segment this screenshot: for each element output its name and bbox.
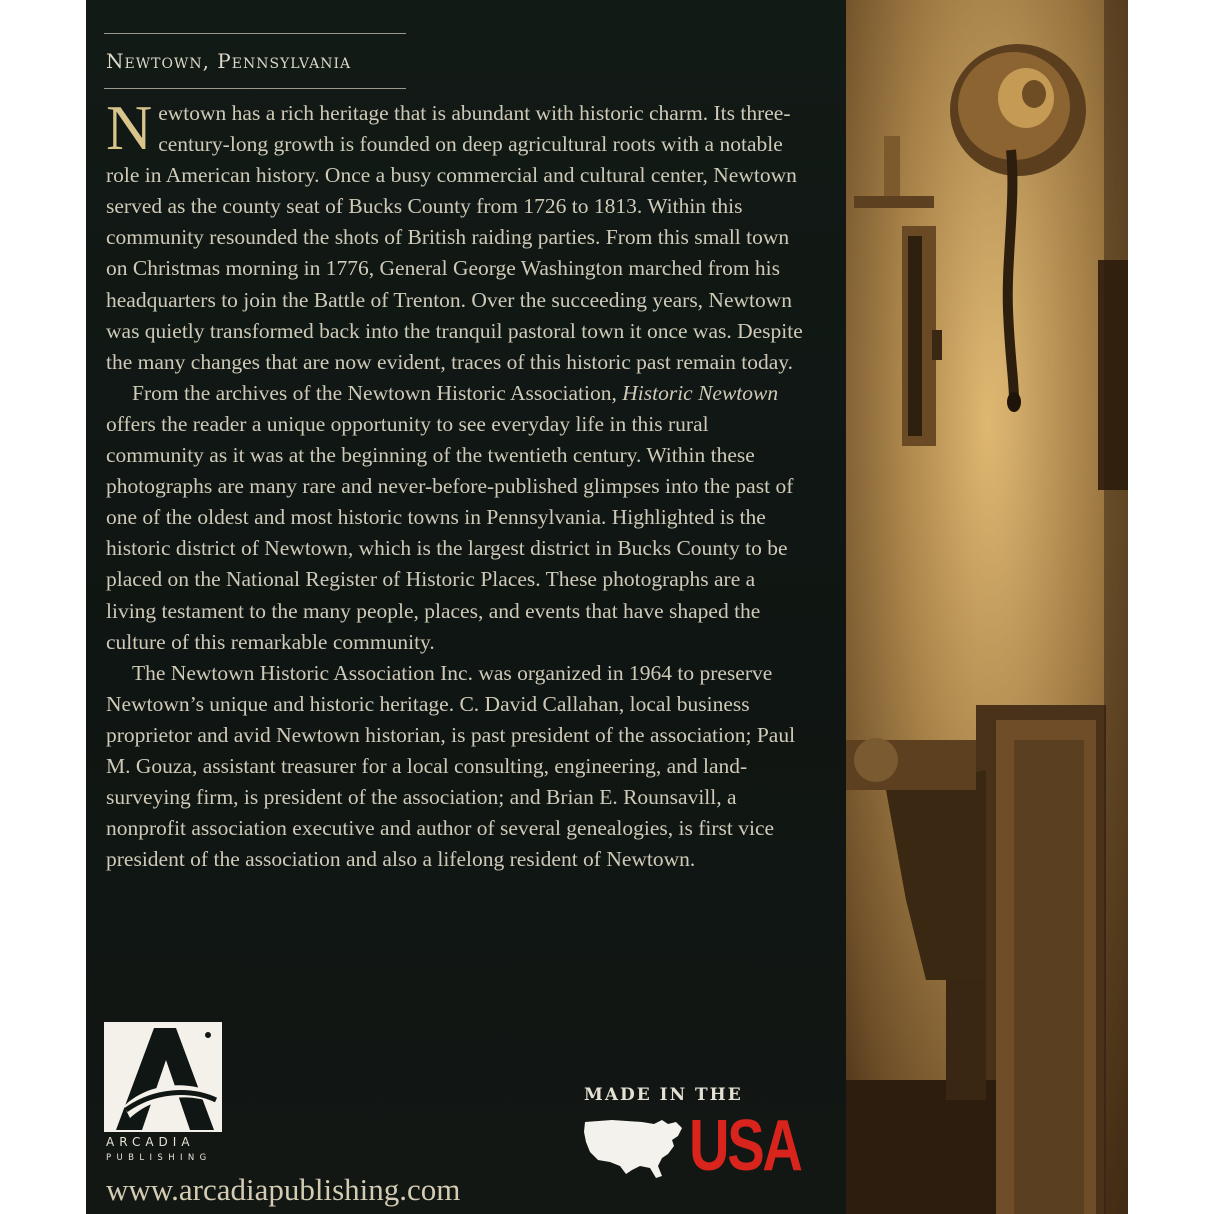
usa-map-icon: [582, 1114, 686, 1180]
made-in-label: MADE IN THE: [584, 1085, 743, 1105]
paragraph-3: The Newtown Historic Association Inc. was organized in 1964 to preserve Newtown’s unique and historic heritage. C. David Callahan, local business proprietor and avid Newtown historian, is past president of the association; Paul M. Gouza, assistant treasurer for a local consulting, engineering, and land-surveying firm, is president of the association; and Brian E. Rounsavill, a nonprofit association executive and author of several genealogies, is first vice president of the association and also a lifelong resident of Newtown.: [106, 660, 796, 872]
top-rule: [104, 33, 406, 34]
cover-photo: [846, 0, 1128, 1214]
publisher-website-link[interactable]: www.arcadiapublishing.com: [106, 1172, 461, 1207]
paragraph-2: [106, 378, 806, 658]
publisher-subname: PUBLISHING: [106, 1153, 212, 1163]
paragraph-2-start: From the archives of the Newtown Historic Association,: [132, 380, 623, 405]
publisher-name: ARCADIA: [106, 1135, 195, 1149]
drop-cap: N: [106, 92, 153, 163]
book-back-cover: [86, 0, 1128, 1214]
antique-machinery-photo: [846, 0, 1128, 1214]
paragraph-1: [106, 92, 806, 378]
usa-label: USA: [689, 1106, 801, 1186]
title-rule: [104, 88, 406, 89]
series-title: Newtown, Pennsylvania: [106, 49, 352, 73]
logo-letter-a-icon: [104, 1022, 224, 1134]
paragraph-2-text: offers the reader a unique opportunity to see everyday life in this rural community as it was at the beginning of the twentieth century. Within these photographs are many rare and never-before-published glimpses into the past of one of the oldest and most historic towns in Pennsylvania. Highlighted is the historic district of Newtown, which is the largest district in Bucks County to be placed on the National Register of Historic Places. These photographs are a living testament to the many people, places, and events that have shaped the culture of this remarkable community.: [106, 411, 794, 654]
text-panel: [86, 0, 846, 1214]
paragraph-1-text: ewtown has a rich heritage that is abundant with historic charm. Its three-century-long growth is founded on deep agricultural roots with a notable role in American history. Once a busy commercial and cultural center, Newtown served as the county seat of Bucks County from 1726 to 1813. Within this community resounded the shots of British raiding parties. From this small town on Christmas morning in 1776, General George Washington marched from his headquarters to join the Battle of Trenton. Over the succeeding years, Newtown was quietly transformed back into the tranquil pastoral town it once was. Despite the many changes that are now evident, traces of this historic past remain today.: [106, 101, 803, 374]
book-title-italic: Historic Newtown: [622, 380, 779, 405]
description-body: [106, 92, 806, 875]
